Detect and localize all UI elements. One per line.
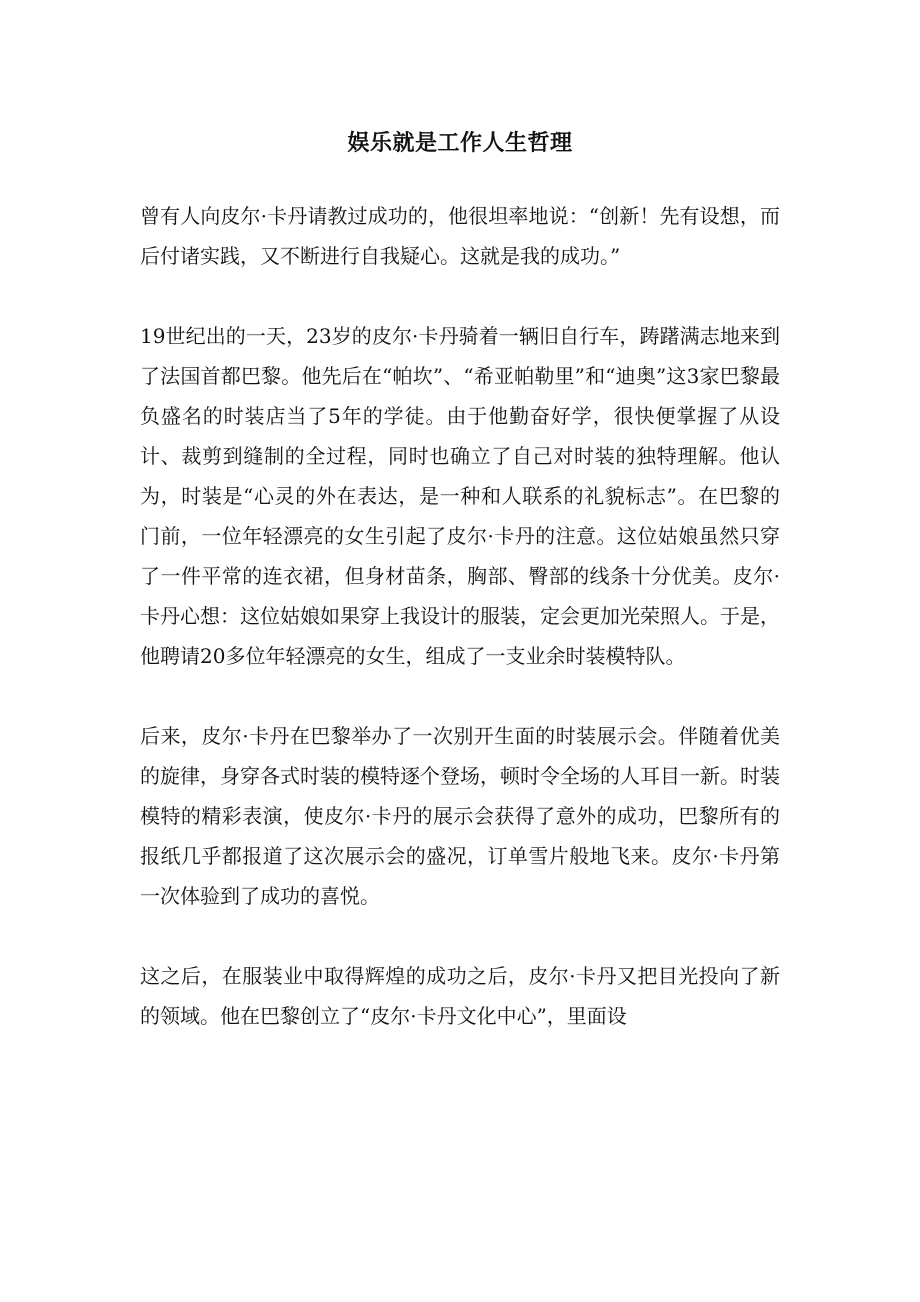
document-title: 娱乐就是工作人生哲理 xyxy=(347,129,573,156)
paragraph-1: 曾有人向皮尔·卡丹请教过成功的，他很坦率地说：“创新！先有设想，而后付诸实践，又不断进行自我疑心。这就是我的成功。” xyxy=(140,204,780,268)
paragraph-2: 19世纪出的一天，23岁的皮尔·卡丹骑着一辆旧自行车，踌躇满志地来到了法国首都巴黎。他先后在“帕坎”、“希亚帕勒里”和“迪奥”这3家巴黎最负盛名的时装店当了5年的学徒。由于他勤奋好学，很快便掌握了从设计、裁剪到缝制的全过程，同时也确立了自己对时装的独特理解。他认为，时装是“心灵的外在表达，是一种和人联系的礼貌标志”。在巴黎的门前，一位年轻漂亮的女生引起了皮尔·卡丹的注意。这位姑娘虽然只穿了一件平常的连衣裙，但身材苗条，胸部、臀部的线条十分优美。皮尔·卡丹心想：这位姑娘如果穿上我设计的服装，定会更加光荣照人。于是，他聘请20多位年轻漂亮的女生，组成了一支业余时装模特队。 xyxy=(140,324,780,668)
paragraph-4: 这之后，在服装业中取得辉煌的成功之后，皮尔·卡丹又把目光投向了新的领域。他在巴黎创立了“皮尔·卡丹文化中心”，里面设 xyxy=(140,964,780,1028)
document-body xyxy=(140,196,780,1076)
paragraph-3: 后来，皮尔·卡丹在巴黎举办了一次别开生面的时装展示会。伴随着优美的旋律，身穿各式时装的模特逐个登场，顿时令全场的人耳目一新。时装模特的精彩表演，使皮尔·卡丹的展示会获得了意外的成功，巴黎所有的报纸几乎都报道了这次展示会的盛况，订单雪片般地飞来。皮尔·卡丹第一次体验到了成功的喜悦。 xyxy=(140,724,780,908)
